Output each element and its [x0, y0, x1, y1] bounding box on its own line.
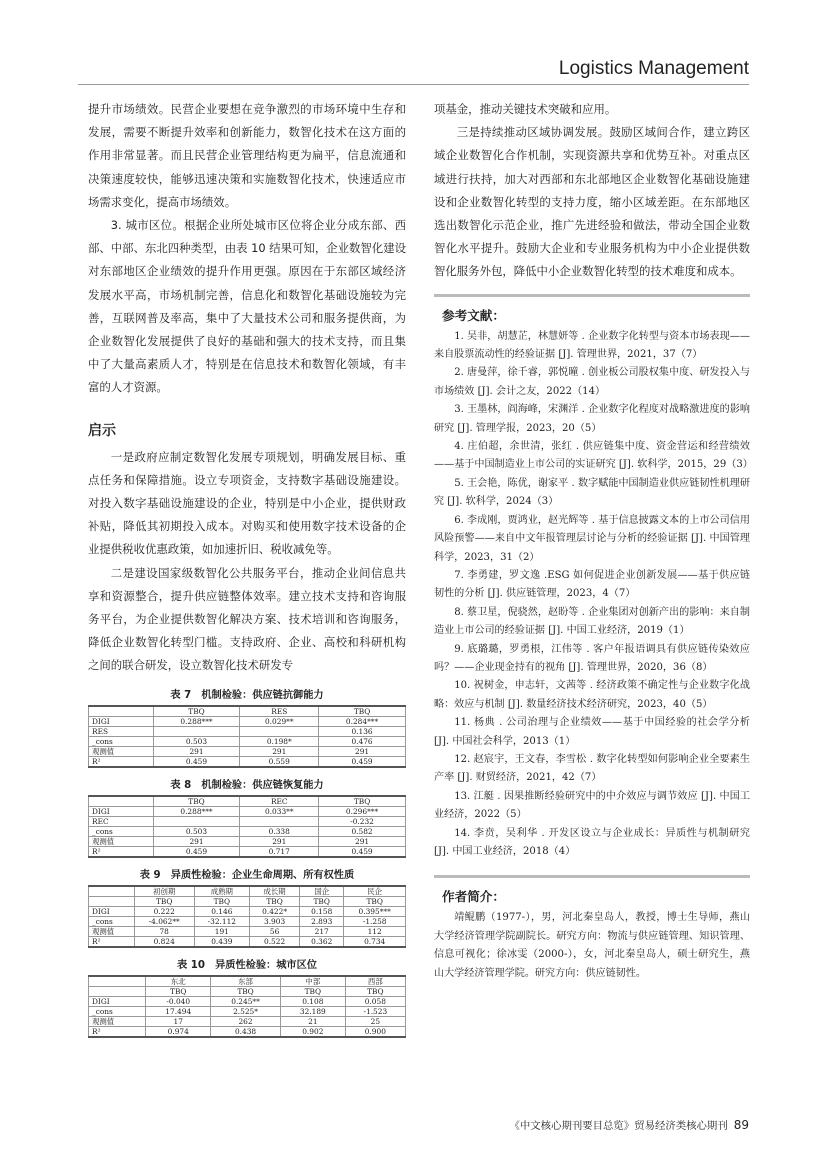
table-row: _cons -4.062** -32.112 3.903 2.893 -1.258	[89, 916, 406, 926]
reference-item: 12. 赵宸宇，王文春，李雪松 . 数字化转型如何影响企业全要素生产率 [J]. 财贸经济，2021，42（7）	[434, 753, 750, 784]
table-row: DIGI 0.288*** 0.029** 0.284***	[89, 716, 406, 726]
journal-title: Logistics Management	[558, 58, 749, 79]
author-heading: 作者简介：	[442, 889, 505, 905]
table-row: R² 0.974 0.438 0.902 0.900	[89, 1026, 406, 1037]
table-row: DIGI 0.222 0.146 0.422* 0.158 0.395***	[89, 906, 406, 916]
table-10: 东北 东部 中部 西部 TBQ TBQ TBQ TBQ DIGI -0.040 0.245** 0.108 0.058 _cons 17.494 2.525* 32.189 -1.523 观测值 17 262 21 25 R² 0.974 0.438 0.902 0.900	[88, 975, 406, 1038]
reference-item: 11. 杨典 . 公司治理与企业绩效——基于中国经验的社会学分析 [J]. 中国社会科学，2013（1）	[434, 717, 750, 747]
page-number: 89	[733, 1118, 749, 1132]
footer-text: 《中文核心期刊要目总览》贸易经济类核心期刊	[509, 1120, 728, 1132]
left-column	[88, 98, 406, 1038]
table-row: 观测值 78 191 56 217 112	[89, 926, 406, 936]
table-row: _cons 17.494 2.525* 32.189 -1.523	[89, 1006, 406, 1016]
reference-item: 14. 李贲，吴利华 . 开发区设立与企业成长：异质性与机制研究 [J]. 中国工业经济，2018（4）	[434, 827, 750, 857]
table-row: REC -0.232	[89, 816, 406, 826]
reference-item: 6. 李成刚，贾鸿业，赵光辉等 . 基于信息披露文本的上市公司信用风险预警——来自中文年报管理层讨论与分析的经验证据 [J]. 中国管理科学，2023，31（2）	[434, 514, 750, 563]
body-paragraph: 二是建设国家级数智化公共服务平台，推动企业间信息共享和资源整合，提升供应链整体效率。建立技术支持和咨询服务平台，为企业提供数智化解决方案、技术培训和咨询服务，降低企业数智化转型门槛。支持政府、企业、高校和科研机构之间的联合研发，设立数智化技术研发专	[88, 565, 406, 673]
author-text: 靖鲲鹏（1977-），男，河北秦皇岛人，教授，博士生导师，燕山大学经济管理学院副院长。研究方向：物流与供应链管理、知识管理、信息可视化；徐冰雯（2000-），女，河北秦皇岛人，硕士研究生，燕山大学经济管理学院。研究方向：供应链韧性。	[434, 912, 750, 979]
table-7: TBQ RES TBQ DIGI 0.288*** 0.029** 0.284*** RES 0.136 _cons 0.503 0.198* 0.476 观测值 291 291 291 R² 0.459 0.559 0.459	[88, 705, 406, 768]
body-paragraph: 项基金，推动关键技术突破和应用。	[434, 102, 617, 116]
references-heading: 参考文献：	[442, 307, 505, 323]
reference-item: 13. 江艇 . 因果推断经验研究中的中介效应与调节效应 [J]. 中国工业经济，2022（5）	[434, 790, 750, 821]
reference-item: 1. 吴非，胡慧芷，林慧妍等 . 企业数字化转型与资本市场表现——来自股票流动性的经验证据 [J]. 管理世界，2021，37（7）	[434, 330, 750, 361]
reference-item: 2. 唐曼萍，徐千睿，郭悦曈 . 创业板公司股权集中度、研发投入与市场绩效 [J]. 会计之友，2022（14）	[434, 367, 750, 397]
header-rule	[78, 84, 749, 85]
table-caption: 表 8 机制检验：供应链恢复能力	[170, 779, 324, 791]
table-caption: 表 9 异质性检验：企业生命周期、所有权性质	[139, 869, 355, 881]
reference-item: 9. 底璐璐，罗勇根，江伟等 . 客户年报语调具有供应链传染效应吗？——企业现金持有的视角 [J]. 管理世界，2020，36（8）	[434, 643, 750, 673]
page-footer	[510, 1117, 749, 1132]
reference-item: 5. 王会艳，陈优，谢家平 . 数字赋能中国制造业供应链韧性机理研究 [J]. 软科学，2024（3）	[434, 477, 750, 508]
table-row: 观测值 17 262 21 25	[89, 1016, 406, 1026]
table-caption: 表 7 机制检验：供应链抗御能力	[170, 689, 324, 701]
table-row: RES 0.136	[89, 726, 406, 736]
table-row: DIGI 0.288*** 0.033** 0.296***	[89, 806, 406, 816]
right-column	[434, 98, 753, 983]
table-row: _cons 0.503 0.198* 0.476	[89, 736, 406, 746]
body-paragraph: 三是持续推动区域协调发展。鼓励区域间合作，建立跨区域企业数智化合作机制，实现资源共享和优势互补。对重点区域进行扶持，加大对西部和东北部地区企业数智化基础设施建设和企业数智化转型的支持力度，缩小区域差距。在东部地区选出数智化示范企业，推广先进经验和做法，带动全国企业数智化水平提升。鼓励大企业和专业服务机构为中小企业提供数智化服务外包，降低中小企业数智化转型的技术难度和成本。	[434, 125, 750, 279]
references	[434, 294, 753, 862]
body-paragraph: 提升市场绩效。民营企业要想在竞争激烈的市场环境中生存和发展，需要不断提升效率和创新能力，数智化技术在这方面的作用非常显著。而且民营企业管理结构更为扁平，信息流通和决策速度较快，能够迅速决策和实施数智化技术，快速适应市场需求变化，提高市场绩效。	[88, 102, 406, 209]
table-row: 观测值 291 291 291	[89, 746, 406, 756]
body-paragraph: 3. 城市区位。根据企业所处城市区位将企业分成东部、西部、中部、东北四种类型，由表 10 结果可知，企业数智化建设对东部地区企业绩效的提升作用更强。原因在于东部区域经济发展水平高，市场机制完善，信息化和数智化基础设施较为完善，互联网普及率高，集中了大量技术公司和服务提供商，为企业数智化发展提供了良好的基础和强大的技术支持，而且集中了大量高素质人才，特别是在信息技术和数智化领域，有丰富的人才资源。	[88, 218, 406, 395]
table-8: TBQ REC TBQ DIGI 0.288*** 0.033** 0.296*** REC -0.232 _cons 0.503 0.338 0.582 观测值 291 291 291 R² 0.459 0.717 0.459	[88, 795, 406, 858]
table-9: 初创期 成熟期 成长期 国企 民企 TBQ TBQ TBQ TBQ TBQ DIGI 0.222 0.146 0.422* 0.158 0.395*** _cons -4.062** -32.112 3.903 2.893 -1.258 观测值 78 191 56 217 112 R² 0.824 0.439 0.522 0.362 0.734	[88, 885, 406, 948]
reference-item: 4. 庄伯超，余世清，张红 . 供应链集中度、资金营运和经营绩效——基于中国制造业上市公司的实证研究 [J]. 软科学，2015，29（3）	[434, 441, 753, 471]
table-caption: 表 10 异质性检验：城市区位	[177, 959, 317, 971]
reference-item: 8. 蔡卫星，倪骁然，赵盼等 . 企业集团对创新产出的影响：来自制造业上市公司的经验证据 [J]. 中国工业经济，2019（1）	[434, 606, 750, 637]
section-heading: 启示	[88, 422, 116, 439]
table-row: R² 0.459 0.717 0.459	[89, 846, 406, 857]
table-row: R² 0.824 0.439 0.522 0.362 0.734	[89, 936, 406, 947]
body-paragraph: 一是政府应制定数智化发展专项规划，明确发展目标、重点任务和保障措施。设立专项资金，支持数字基础设施建设。对投入数字基础设施建设的企业，特别是中小企业，提供财政补贴，降低其初期投入成本。对购买和使用数字技术设备的企业提供税收优惠政策，如加速折旧、税收减免等。	[88, 449, 406, 557]
reference-item: 3. 王墨林，阎海峰，宋渊洋 . 企业数字化程度对战略激进度的影响研究 [J]. 管理学报，2023，20（5）	[434, 404, 750, 434]
table-row: R² 0.459 0.559 0.459	[89, 756, 406, 767]
table-row: 观测值 291 291 291	[89, 836, 406, 846]
table-row: DIGI -0.040 0.245** 0.108 0.058	[89, 996, 406, 1006]
author-bio	[434, 875, 750, 983]
running-header	[0, 0, 827, 90]
table-row: _cons 0.503 0.338 0.582	[89, 826, 406, 836]
reference-item: 7. 李勇建，罗文逸 .ESG 如何促进企业创新发展——基于供应链韧性的分析 [J]. 供应链管理，2023，4（7）	[434, 569, 750, 600]
reference-item: 10. 祝树金，申志轩，文茜等 . 经济政策不确定性与企业数字化战略：效应与机制 [J]. 数量经济技术经济研究，2023，40（5）	[434, 680, 750, 710]
